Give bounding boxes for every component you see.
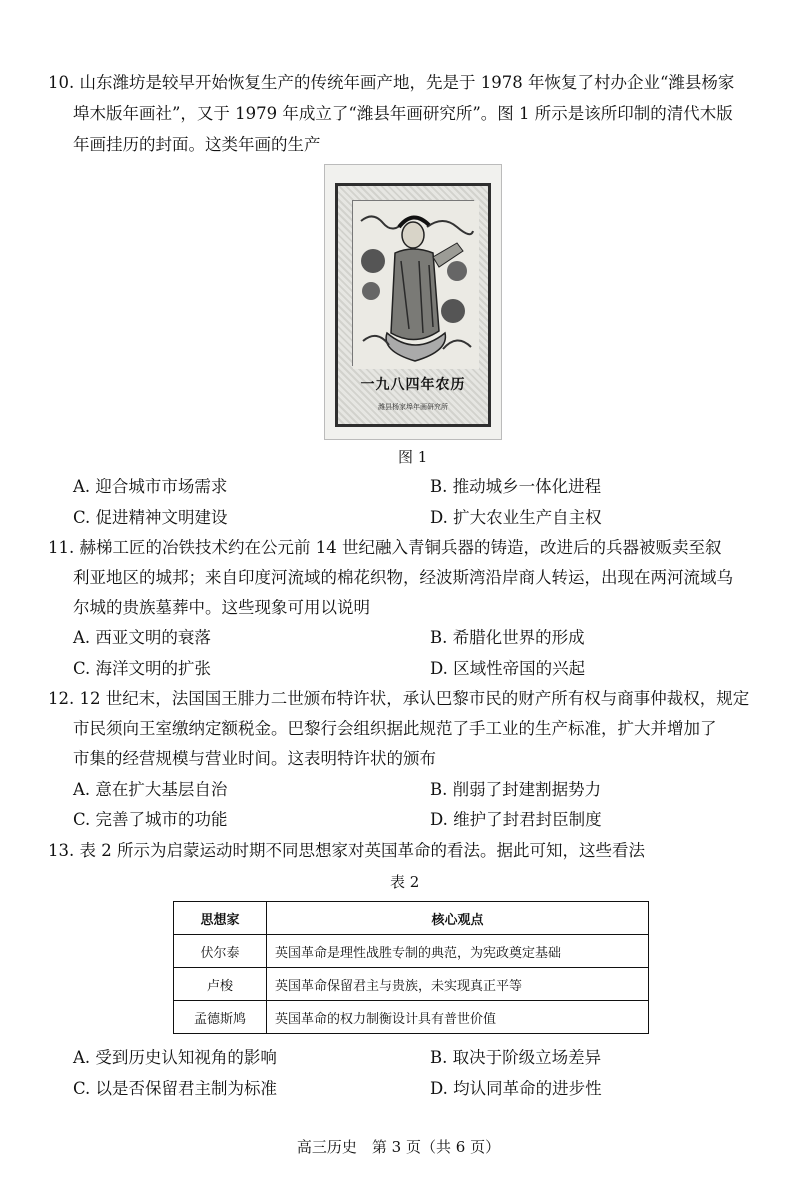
page-footer: 高三历史 第 3 页（共 6 页） — [296, 1138, 501, 1156]
table-2-caption: 表 2 — [390, 873, 420, 891]
q12-stem-line-1: 12. 12 世纪末，法国国王腓力二世颁布特许状，承认巴黎市民的财产所有权与商事仲裁权，规定 — [48, 689, 750, 708]
q11-option-b[interactable]: B. 希腊化世界的形成 — [430, 628, 585, 647]
thinker-cell: 孟德斯鸠 — [174, 1001, 267, 1034]
table-2 — [173, 901, 649, 1034]
q11-stem-line-3: 尔城的贵族墓葬中。这些现象可用以说明 — [73, 598, 370, 617]
q13-option-b[interactable]: B. 取决于阶级立场差异 — [430, 1048, 602, 1067]
view-cell: 英国革命的权力制衡设计具有普世价值 — [267, 1001, 649, 1034]
calendar-border — [335, 183, 491, 427]
q10-stem-line-2: 埠木版年画社”，又于 1979 年成立了“潍县年画研究所”。图 1 所示是该所印制的清代木版 — [73, 104, 733, 123]
q12-option-b[interactable]: B. 削弱了封建割据势力 — [430, 780, 602, 799]
q11-option-c[interactable]: C. 海洋文明的扩张 — [73, 659, 212, 678]
table-row — [174, 1001, 649, 1034]
q10-option-a[interactable]: A. 迎合城市市场需求 — [73, 477, 228, 496]
q11-stem-line-2: 利亚地区的城邦；来自印度河流域的棉花织物，经波斯湾沿岸商人转运，出现在两河流域乌 — [73, 568, 733, 587]
table-header-row — [174, 902, 649, 935]
calendar-title: 一九八四年农历 — [360, 377, 466, 393]
q13-option-a[interactable]: A. 受到历史认知视角的影响 — [73, 1048, 277, 1067]
q11-stem-line-1: 11. 赫梯工匠的冶铁技术约在公元前 14 世纪融入青铜兵器的铸造，改进后的兵器被贩卖至叙 — [48, 538, 722, 557]
table-row — [174, 968, 649, 1001]
q13-option-d[interactable]: D. 均认同革命的进步性 — [430, 1079, 602, 1098]
q10-stem-line-3: 年画挂历的封面。这类年画的生产 — [73, 135, 321, 154]
thinker-cell: 卢梭 — [174, 968, 267, 1001]
table-row — [174, 935, 649, 968]
q11-option-a[interactable]: A. 西亚文明的衰落 — [73, 628, 211, 647]
q12-stem-line-2: 市民须向王室缴纳定额税金。巴黎行会组织据此规范了手工业的生产标准，扩大并增加了 — [73, 719, 717, 738]
q12-stem-line-3: 市集的经营规模与营业时间。这表明特许状的颁布 — [73, 749, 436, 768]
woodblock-figure-icon — [353, 201, 479, 369]
q13-option-c[interactable]: C. 以是否保留君主制为标准 — [73, 1079, 278, 1098]
q10-option-d[interactable]: D. 扩大农业生产自主权 — [430, 508, 602, 527]
view-cell: 英国革命保留君主与贵族，未实现真正平等 — [267, 968, 649, 1001]
figure-1-calendar-cover — [324, 164, 502, 440]
q12-option-d[interactable]: D. 维护了封君封臣制度 — [430, 810, 602, 829]
q10-option-c[interactable]: C. 促进精神文明建设 — [73, 508, 228, 527]
header-thinker: 思想家 — [174, 902, 267, 935]
q11-option-d[interactable]: D. 区域性帝国的兴起 — [430, 659, 586, 678]
q10-option-b[interactable]: B. 推动城乡一体化进程 — [430, 477, 602, 496]
header-core-view: 核心观点 — [267, 902, 649, 935]
figure-1-caption: 图 1 — [398, 448, 428, 466]
view-cell: 英国革命是理性战胜专制的典范，为宪政奠定基础 — [267, 935, 649, 968]
q13-stem-line-1: 13. 表 2 所示为启蒙运动时期不同思想家对英国革命的看法。据此可知，这些看法 — [48, 841, 645, 860]
q12-option-c[interactable]: C. 完善了城市的功能 — [73, 810, 228, 829]
thinker-cell: 伏尔泰 — [174, 935, 267, 968]
q10-stem-line-1: 10. 山东潍坊是较早开始恢复生产的传统年画产地，先是于 1978 年恢复了村办企业“潍县杨家 — [48, 73, 735, 92]
calendar-subtitle: 潍县杨家埠年画研究所 — [378, 403, 448, 411]
calendar-illustration — [352, 200, 474, 366]
q12-option-a[interactable]: A. 意在扩大基层自治 — [73, 780, 228, 799]
